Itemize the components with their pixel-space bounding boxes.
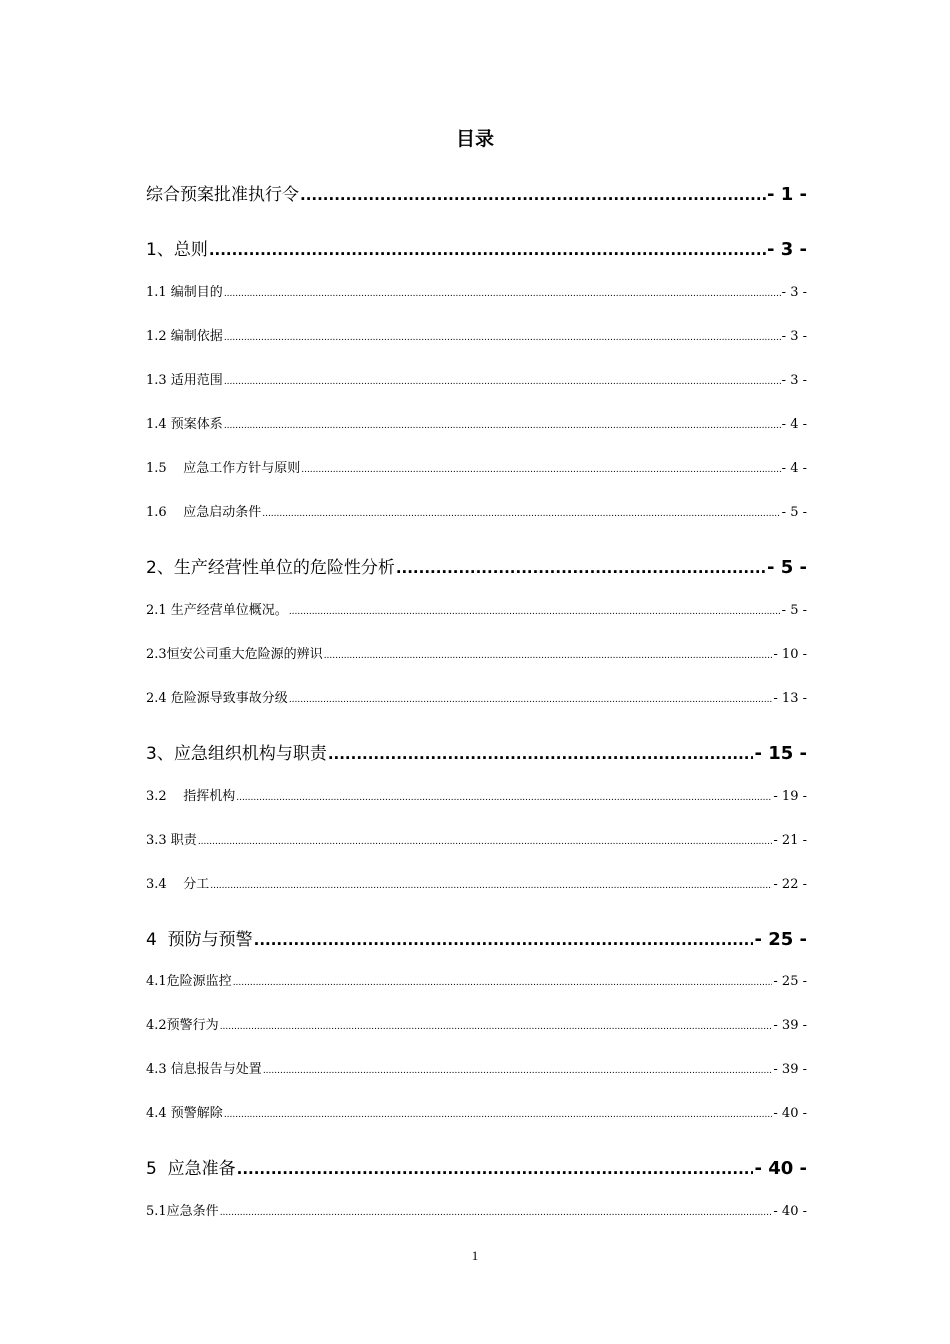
toc-entry[interactable] [146,873,807,892]
toc-entry-page: - 4 - [781,461,807,476]
toc-entry[interactable] [146,553,807,578]
toc-dot-leader [396,559,766,577]
toc-entry-label: 4 预防与预警 [146,930,253,950]
toc-dot-leader [237,1160,754,1178]
toc-entry-page: - 5 - [781,603,807,618]
toc-entry-page: - 3 - [781,373,807,388]
page-number: 1 [471,1248,479,1263]
toc-dot-leader [301,465,780,475]
toc-entry[interactable] [146,413,807,432]
toc-title: 目录 [455,128,494,150]
toc-entry-label: 3.4 分工 [146,877,210,892]
toc-entry-label: 3.3 职责 [146,833,197,848]
toc-entry-label: 1.5 应急工作方针与原则 [146,461,301,476]
toc-entry[interactable] [146,235,807,260]
toc-entry-page: - 15 - [754,743,807,764]
toc-entry-page: - 1 - [767,184,807,205]
toc-dot-leader [220,1022,773,1032]
toc-entry-label: 1.2 编制依据 [146,329,223,344]
toc-entry[interactable] [146,829,807,848]
toc-dot-leader [263,1066,773,1076]
toc-dot-leader [262,509,780,519]
toc-entry-label: 1.1 编制目的 [146,285,223,300]
toc-entry[interactable] [146,1058,807,1077]
toc-dot-leader [254,931,754,949]
toc-dot-leader [224,333,781,343]
toc-entry[interactable] [146,180,807,205]
toc-entry-page: - 5 - [781,505,807,520]
toc-entry-page: - 39 - [773,1062,807,1077]
toc-entry-label: 2、生产经营性单位的危险性分析 [146,558,395,578]
toc-entry-label: 5.1应急条件 [146,1204,219,1219]
toc-entry-label: 综合预案批准执行令 [146,185,299,205]
toc-entry[interactable] [146,1014,807,1033]
toc-entry[interactable] [146,785,807,804]
toc-entry[interactable] [146,1200,807,1219]
toc-entry-label: 3、应急组织机构与职责 [146,744,327,764]
toc-entry-label: 3.2 指挥机构 [146,789,236,804]
toc-entry-label: 4.2预警行为 [146,1018,219,1033]
toc-entry-page: - 3 - [767,239,807,260]
toc-entry-label: 1.3 适用范围 [146,373,223,388]
toc-entry[interactable] [146,281,807,300]
toc-entry[interactable] [146,643,807,662]
toc-entry-page: - 22 - [773,877,807,892]
toc-entry[interactable] [146,457,807,476]
toc-entry[interactable] [146,599,807,618]
toc-dot-leader [236,793,772,803]
toc-entry[interactable] [146,1154,807,1179]
toc-dot-leader [224,289,781,299]
toc-dot-leader [300,186,766,204]
toc-dot-leader [224,421,781,431]
toc-entry-label: 2.3恒安公司重大危险源的辨识 [146,647,323,662]
toc-entry-page: - 21 - [773,833,807,848]
toc-dot-leader [198,837,773,847]
toc-entry-page: - 40 - [773,1204,807,1219]
toc-entry-label: 2.1 生产经营单位概况。 [146,603,288,618]
toc-entry-page: - 3 - [781,329,807,344]
toc-entry-page: - 40 - [754,1158,807,1179]
toc-dot-leader [220,1208,773,1218]
toc-dot-leader [289,607,781,617]
toc-entry-page: - 40 - [773,1106,807,1121]
toc-dot-leader [209,241,766,259]
toc-entry-label: 4.4 预警解除 [146,1106,223,1121]
toc-dot-leader [328,745,754,763]
toc-entry-page: - 5 - [767,557,807,578]
toc-dot-leader [233,978,773,988]
toc-entry-page: - 4 - [781,417,807,432]
toc-entry-page: - 3 - [781,285,807,300]
toc-entry-label: 4.3 信息报告与处置 [146,1062,262,1077]
toc-entry-label: 1.6 应急启动条件 [146,505,262,520]
toc-dot-leader [224,377,781,387]
toc-entry[interactable] [146,369,807,388]
toc-entry-label: 4.1危险源监控 [146,974,232,989]
toc-entry-label: 5 应急准备 [146,1159,236,1179]
toc-entry-label: 1.4 预案体系 [146,417,223,432]
toc-dot-leader [224,1110,773,1120]
toc-entry[interactable] [146,501,807,520]
toc-entry[interactable] [146,325,807,344]
toc-entry-page: - 25 - [773,974,807,989]
toc-dot-leader [210,881,772,891]
toc-entry[interactable] [146,925,807,950]
toc-entry-label: 2.4 危险源导致事故分级 [146,691,288,706]
toc-dot-leader [289,695,773,705]
toc-entry-label: 1、总则 [146,240,208,260]
toc-entry-page: - 10 - [773,647,807,662]
toc-entry-page: - 39 - [773,1018,807,1033]
toc-entry-page: - 25 - [754,929,807,950]
toc-dot-leader [324,651,773,661]
toc-entry[interactable] [146,739,807,764]
toc-entry[interactable] [146,1102,807,1121]
toc-entry[interactable] [146,970,807,989]
toc-entry-page: - 13 - [773,691,807,706]
toc-entry[interactable] [146,687,807,706]
toc-entry-page: - 19 - [773,789,807,804]
